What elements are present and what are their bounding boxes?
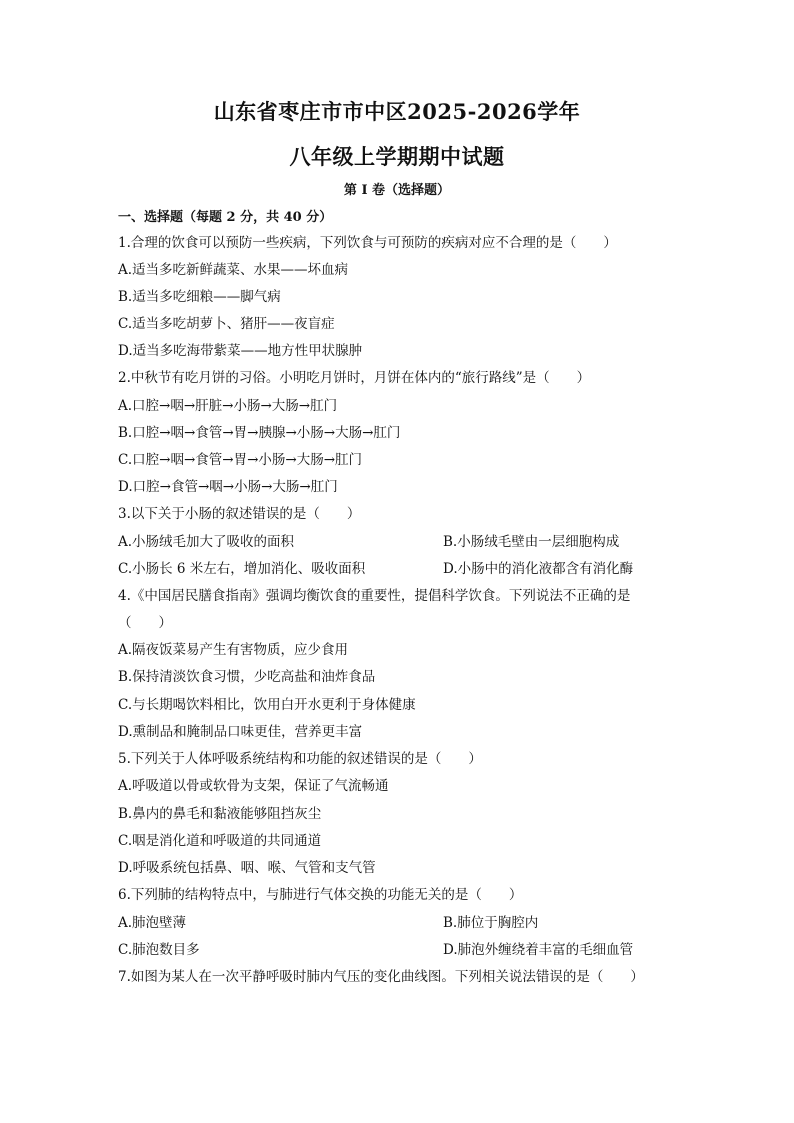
question-1-option-a: A.适当多吃新鲜蔬菜、水果——坏血病 — [118, 262, 349, 278]
question-3-option-d: D.小肠中的消化液都含有消化酶 — [443, 561, 634, 577]
exam-title-line2: 八年级上学期期中试题 — [289, 144, 505, 169]
question-2-option-a: A.口腔→咽→肝脏→小肠→大肠→肛门 — [118, 398, 338, 414]
question-4-option-a: A.隔夜饭菜易产生有害物质，应少食用 — [118, 642, 349, 658]
question-2-option-b: B.口腔→咽→食管→胃→胰腺→小肠→大肠→肛门 — [118, 425, 401, 441]
question-6-option-c: C.肺泡数目多 — [118, 942, 200, 958]
question-4-option-d: D.熏制品和腌制品口味更佳，营养更丰富 — [118, 724, 363, 740]
question-1-option-d: D.适当多吃海带紫菜——地方性甲状腺肿 — [118, 343, 363, 359]
question-4-option-b: B.保持清淡饮食习惯，少吃高盐和油炸食品 — [118, 669, 376, 685]
question-5-option-b: B.鼻内的鼻毛和黏液能够阻挡灰尘 — [118, 806, 322, 822]
exam-title-line1: 山东省枣庄市市中区2025-2026学年 — [213, 99, 581, 124]
question-6-option-b: B.肺位于胸腔内 — [443, 915, 539, 931]
question-2-stem: 2.中秋节有吃月饼的习俗。小明吃月饼时，月饼在体内的“旅行路线”是（ ） — [118, 370, 591, 386]
question-1-option-b: B.适当多吃细粮——脚气病 — [118, 289, 281, 305]
question-1-option-c: C.适当多吃胡萝卜、猪肝——夜盲症 — [118, 316, 335, 332]
question-4-stem: 4.《中国居民膳食指南》强调均衡饮食的重要性，提倡科学饮食。下列说法不正确的是 — [118, 588, 631, 604]
question-5-option-a: A.呼吸道以骨或软骨为支架，保证了气流畅通 — [118, 778, 389, 794]
question-2-option-d: D.口腔→食管→咽→小肠→大肠→肛门 — [118, 479, 338, 495]
question-5-option-c: C.咽是消化道和呼吸道的共同通道 — [118, 833, 322, 849]
question-3-option-a: A.小肠绒毛加大了吸收的面积 — [118, 534, 295, 550]
question-3-option-b: B.小肠绒毛壁由一层细胞构成 — [443, 534, 620, 550]
part-label: 第 I 卷（选择题） — [343, 183, 451, 198]
question-2-option-c: C.口腔→咽→食管→胃→小肠→大肠→肛门 — [118, 452, 363, 468]
question-7-stem: 7.如图为某人在一次平静呼吸时肺内气压的变化曲线图。下列相关说法错误的是（ ） — [118, 969, 644, 985]
question-6-stem: 6.下列肺的结构特点中，与肺进行气体交换的功能无关的是（ ） — [118, 887, 523, 903]
question-3-option-c: C.小肠长 6 米左右，增加消化、吸收面积 — [118, 561, 366, 577]
question-6-option-d: D.肺泡外缠绕着丰富的毛细血管 — [443, 942, 634, 958]
question-5-option-d: D.呼吸系统包括鼻、咽、喉、气管和支气管 — [118, 860, 376, 876]
section-heading: 一、选择题（每题 2 分，共 40 分） — [118, 210, 333, 225]
question-3-stem: 3.以下关于小肠的叙述错误的是（ ） — [118, 506, 361, 522]
question-5-stem: 5.下列关于人体呼吸系统结构和功能的叙述错误的是（ ） — [118, 751, 482, 767]
question-1-stem: 1.合理的饮食可以预防一些疾病，下列饮食与可预防的疾病对应不合理的是（ ） — [118, 235, 617, 251]
question-4-option-c: C.与长期喝饮料相比，饮用白开水更利于身体健康 — [118, 697, 416, 713]
question-4-stem-cont: （ ） — [118, 615, 172, 631]
question-6-option-a: A.肺泡壁薄 — [118, 915, 187, 931]
